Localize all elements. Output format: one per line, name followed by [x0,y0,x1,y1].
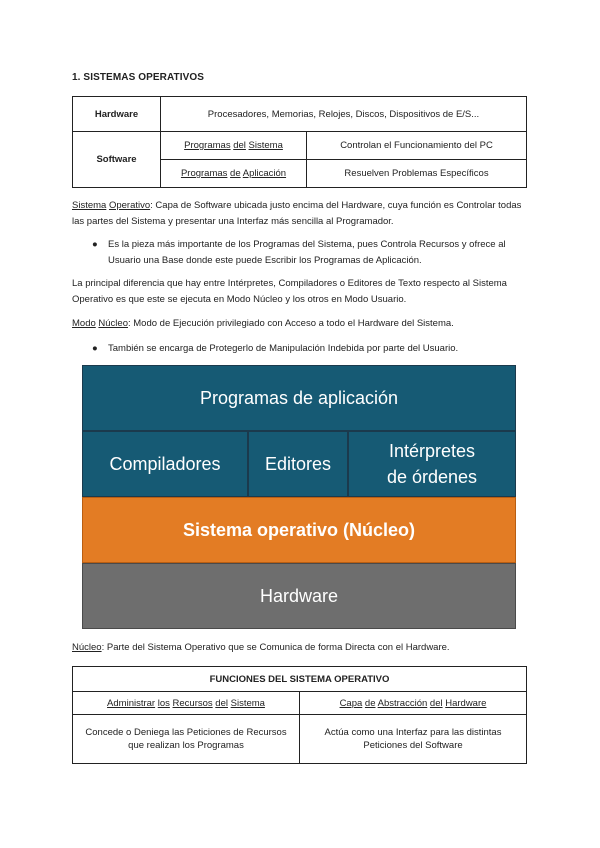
table-row [73,715,527,764]
functions-table [72,666,527,764]
software-label: Software [73,132,161,188]
table-row [73,132,527,160]
table-row [73,692,527,715]
function-1-desc: Concede o Deniega las Peticiones de Recursos que realizan los Programas [73,715,300,764]
function-2-desc: Actúa como una Interfaz para las distintas Peticiones del Software [300,715,527,764]
hardware-layer: Hardware [82,563,516,629]
components-table [72,96,527,188]
kernel-mode-definition: Modo Núcleo: Modo de Ejecución privilegiado con Acceso a todo el Hardware del Sistema. [72,318,454,329]
app-programs-name: Programas de Aplicación [161,160,307,188]
system-programs-name: Programas del Sistema [161,132,307,160]
os-kernel-layer: Sistema operativo (Núcleo) [82,497,516,563]
bullet-dot: ● [92,239,98,250]
editors-block: Editores [248,431,348,497]
app-programs-desc: Resuelven Problemas Específicos [307,160,527,188]
interpreters-block: Intérpretes de órdenes [348,431,516,497]
system-programs-desc: Controlan el Funcionamiento del PC [307,132,527,160]
bullet-2: También se encarga de Protegerlo de Manipulación Indebida por parte del Usuario. [108,343,459,354]
compilers-block: Compiladores [82,431,248,497]
bullet-1: Es la pieza más importante de los Programas del Sistema, pues Controla Recursos y ofrece al Usuario una Base donde este puede Escribir los Programas de Aplicación. [108,239,506,266]
kernel-definition: Núcleo: Parte del Sistema Operativo que se Comunica de forma Directa con el Hardware. [72,642,450,653]
os-layers-diagram [82,365,516,629]
bullet-dot: ● [92,343,98,354]
function-2-title: Capa de Abstracción del Hardware [300,692,527,715]
hardware-label: Hardware [73,97,161,132]
hardware-desc: Procesadores, Memorias, Relojes, Discos, Dispositivos de E/S... [161,97,527,132]
table-row [73,97,527,132]
functions-header: FUNCIONES DEL SISTEMA OPERATIVO [73,667,527,692]
table-row [73,667,527,692]
apps-layer: Programas de aplicación [82,365,516,431]
os-definition: Sistema Operativo: Capa de Software ubicada justo encima del Hardware, cuya función es Controlar todas las partes del Sistema y presentar una Interfaz más sencilla al Programador. [72,200,522,227]
difference-paragraph: La principal diferencia que hay entre Intérpretes, Compiladores o Editores de Texto respecto al Sistema Operativo es que este se ejecuta en Modo Núcleo y los otros en Modo Usuario. [72,278,507,305]
function-1-title: Administrar los Recursos del Sistema [73,692,300,715]
section-title: 1. SISTEMAS OPERATIVOS [72,72,205,83]
